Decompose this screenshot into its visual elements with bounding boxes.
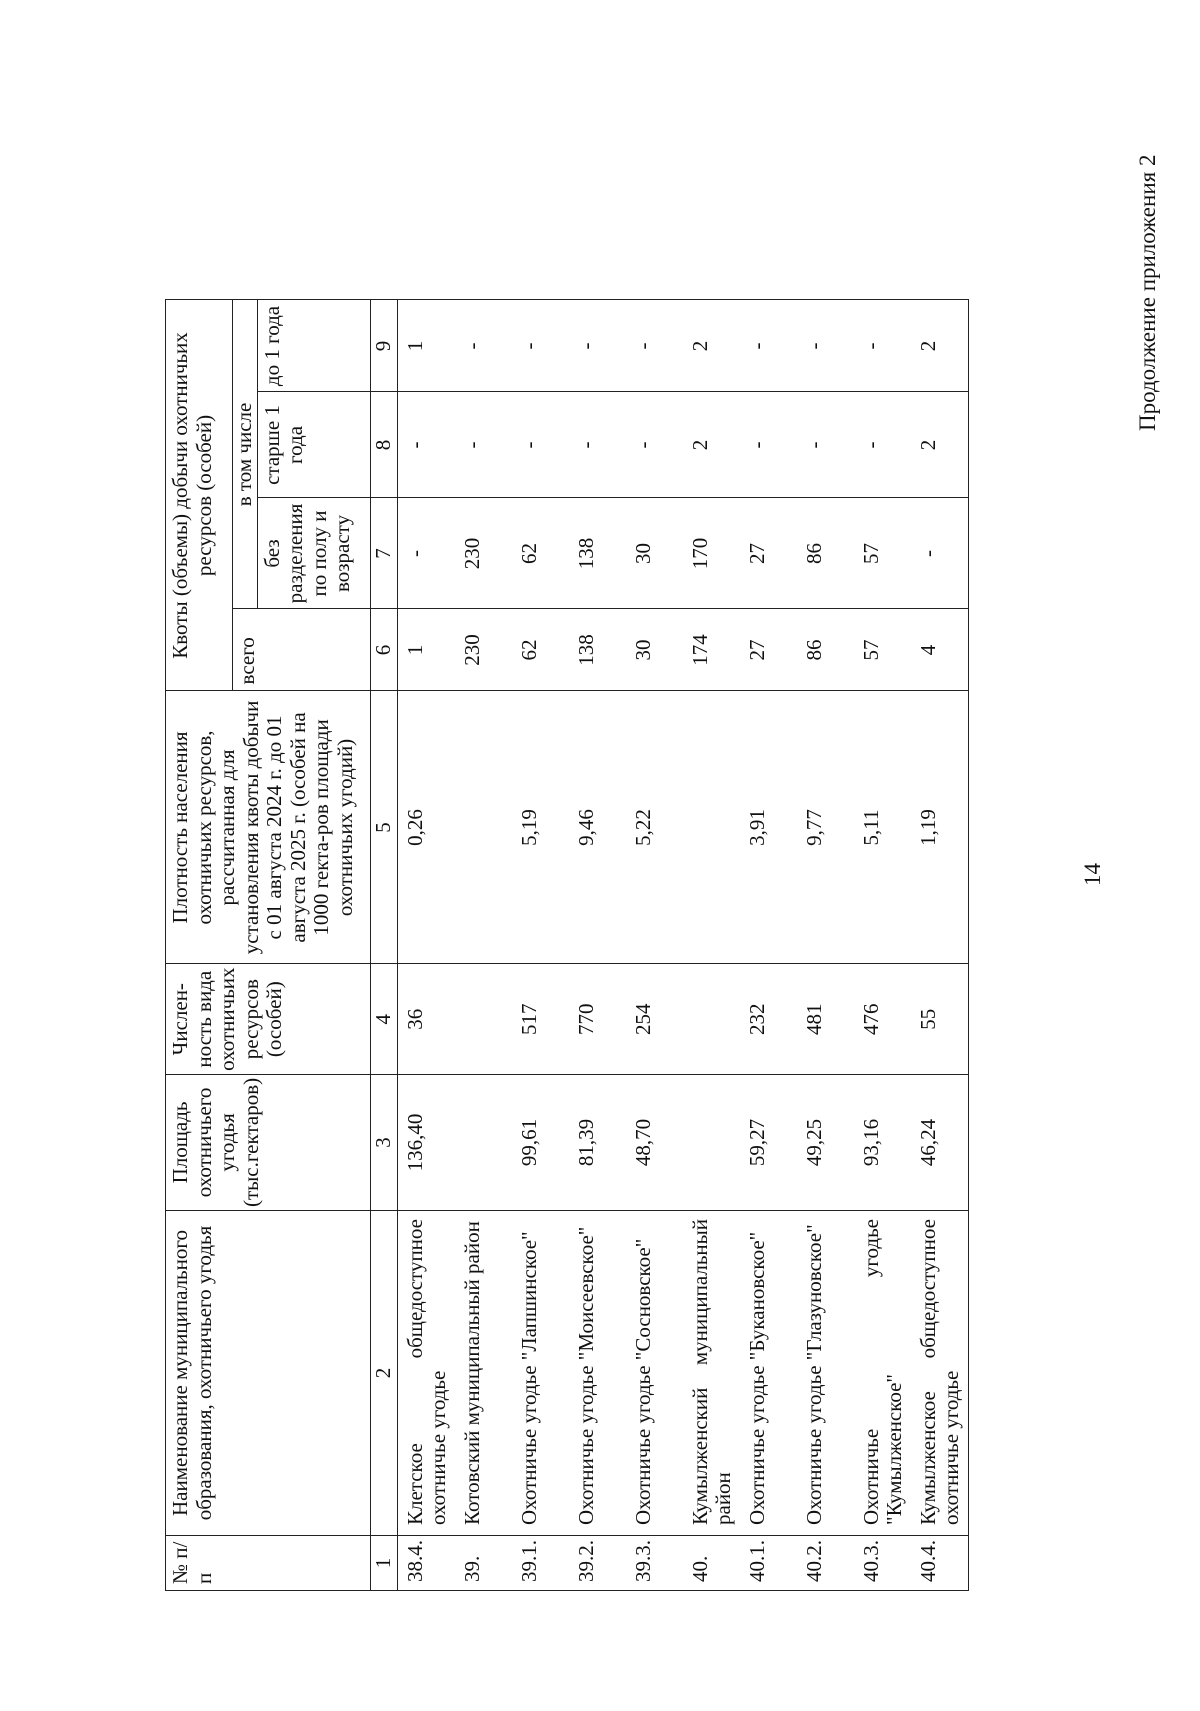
row-total: 1 [397, 609, 455, 691]
row-density: 1,19 [911, 691, 969, 964]
row-count: 476 [854, 964, 911, 1074]
row-density: 0,26 [397, 691, 455, 964]
row-number: 39.1. [512, 1536, 569, 1591]
column-number: 5 [370, 691, 397, 964]
row-total: 230 [455, 609, 512, 691]
table-row [626, 300, 683, 1591]
row-older: - [797, 392, 854, 498]
row-young: 2 [911, 300, 969, 392]
row-older: - [854, 392, 911, 498]
table-row [854, 300, 911, 1591]
row-young: - [797, 300, 854, 392]
header-no-division: без разделения по полу и возрасту [257, 498, 370, 609]
header-area: Площадь охотничьего угодья (тыс.гектаров) [166, 1074, 371, 1210]
row-number: 40.4. [911, 1536, 969, 1591]
row-number: 40.1. [740, 1536, 797, 1591]
row-name: Охотничье угодье "Букановское" [740, 1211, 797, 1536]
row-number: 40. [683, 1536, 740, 1591]
row-count: 232 [740, 964, 797, 1074]
row-count: 36 [397, 964, 455, 1074]
row-name: Охотничье угодье "Глазуновское" [797, 1211, 854, 1536]
table-row [797, 300, 854, 1591]
row-area: 81,39 [569, 1074, 626, 1210]
row-name: Охотничье угодье "Сосновское" [626, 1211, 683, 1536]
row-density: 9,46 [569, 691, 626, 964]
row-young: - [512, 300, 569, 392]
row-no-division: - [397, 498, 455, 609]
row-older: - [626, 392, 683, 498]
row-count: 55 [911, 964, 969, 1074]
row-name: Котовский муниципальный район [455, 1211, 512, 1536]
row-young: - [854, 300, 911, 392]
header-total: всего [233, 609, 371, 691]
row-older: 2 [911, 392, 969, 498]
header-count: Числен-ность вида охотничьих ресурсов (особей) [166, 964, 371, 1074]
row-name: Кумылженское общедоступное охотничье угодье [911, 1211, 969, 1536]
row-count: 770 [569, 964, 626, 1074]
row-older: - [455, 392, 512, 498]
header-quota-group: Квоты (объемы) добычи охотничьих ресурсов (особей) [166, 300, 233, 691]
column-number: 6 [370, 609, 397, 691]
column-number: 8 [370, 392, 397, 498]
row-older: 2 [683, 392, 740, 498]
header-young: до 1 года [257, 300, 370, 392]
row-area: 59,27 [740, 1074, 797, 1210]
column-number: 1 [370, 1536, 397, 1591]
row-total: 174 [683, 609, 740, 691]
row-number: 39. [455, 1536, 512, 1591]
row-count: 481 [797, 964, 854, 1074]
table-row [740, 300, 797, 1591]
quota-table [165, 299, 969, 1591]
row-count: 254 [626, 964, 683, 1074]
table-row [455, 300, 512, 1591]
row-older: - [569, 392, 626, 498]
header-older: старше 1 года [257, 392, 370, 498]
row-young: - [569, 300, 626, 392]
row-name: Кумылженский муниципальный район [683, 1211, 740, 1536]
row-young: - [626, 300, 683, 392]
row-no-division: 27 [740, 498, 797, 609]
row-count [683, 964, 740, 1074]
row-density [455, 691, 512, 964]
row-no-division: 170 [683, 498, 740, 609]
row-number: 39.3. [626, 1536, 683, 1591]
row-density: 5,19 [512, 691, 569, 964]
row-area: 46,24 [911, 1074, 969, 1210]
column-number-row [370, 300, 397, 1591]
page-number: 14 [1080, 863, 1105, 886]
row-area: 49,25 [797, 1074, 854, 1210]
row-total: 138 [569, 609, 626, 691]
row-total: 57 [854, 609, 911, 691]
header-density: Плотность населения охотничьих ресурсов, рассчитанная для установления квоты добычи с 01 августа 2024 г. до 01 августа 2025 г. (особей на 1000 гекта-ров площади охотничьих угодий) [166, 691, 371, 964]
row-total: 27 [740, 609, 797, 691]
row-older: - [740, 392, 797, 498]
column-number: 2 [370, 1211, 397, 1536]
row-area [683, 1074, 740, 1210]
table-row [512, 300, 569, 1591]
row-total: 62 [512, 609, 569, 691]
row-total: 4 [911, 609, 969, 691]
table-row [397, 300, 455, 1591]
row-name: Охотничье угодье "Лапшинское" [512, 1211, 569, 1536]
row-no-division: 230 [455, 498, 512, 609]
table-row [911, 300, 969, 1591]
row-density: 5,22 [626, 691, 683, 964]
row-name: Клетское общедоступное охотничье угодье [397, 1211, 455, 1536]
row-no-division: 62 [512, 498, 569, 609]
row-young: 1 [397, 300, 455, 392]
row-young: - [455, 300, 512, 392]
column-number: 7 [370, 498, 397, 609]
row-young: - [740, 300, 797, 392]
row-area: 136,40 [397, 1074, 455, 1210]
row-density: 9,77 [797, 691, 854, 964]
column-number: 3 [370, 1074, 397, 1210]
row-number: 40.3. [854, 1536, 911, 1591]
appendix-subtitle: Продолжение приложения 2 [1135, 154, 1160, 431]
row-young: 2 [683, 300, 740, 392]
row-no-division: 86 [797, 498, 854, 609]
table-row [683, 300, 740, 1591]
row-name: Охотничье угодье "Моисеевское" [569, 1211, 626, 1536]
row-density: 3,91 [740, 691, 797, 964]
row-name: Охотничье угодье "Кумылженское" [854, 1211, 911, 1536]
column-number: 4 [370, 964, 397, 1074]
row-number: 40.2. [797, 1536, 854, 1591]
table-row [569, 300, 626, 1591]
row-count: 517 [512, 964, 569, 1074]
header-name: Наименование муниципального образования, охотничьего угодья [166, 1211, 371, 1536]
row-no-division: 57 [854, 498, 911, 609]
row-no-division: 138 [569, 498, 626, 609]
header-number: № п/п [166, 1536, 371, 1591]
row-no-division: 30 [626, 498, 683, 609]
header-including: в том числе [233, 300, 258, 609]
row-density [683, 691, 740, 964]
row-total: 86 [797, 609, 854, 691]
table-header [166, 300, 398, 1591]
row-density: 5,11 [854, 691, 911, 964]
row-number: 39.2. [569, 1536, 626, 1591]
row-area: 48,70 [626, 1074, 683, 1210]
row-area: 99,61 [512, 1074, 569, 1210]
row-no-division: - [911, 498, 969, 609]
row-older: - [512, 392, 569, 498]
column-number: 9 [370, 300, 397, 392]
row-older: - [397, 392, 455, 498]
row-count [455, 964, 512, 1074]
row-area [455, 1074, 512, 1210]
row-number: 38.4. [397, 1536, 455, 1591]
row-area: 93,16 [854, 1074, 911, 1210]
row-total: 30 [626, 609, 683, 691]
